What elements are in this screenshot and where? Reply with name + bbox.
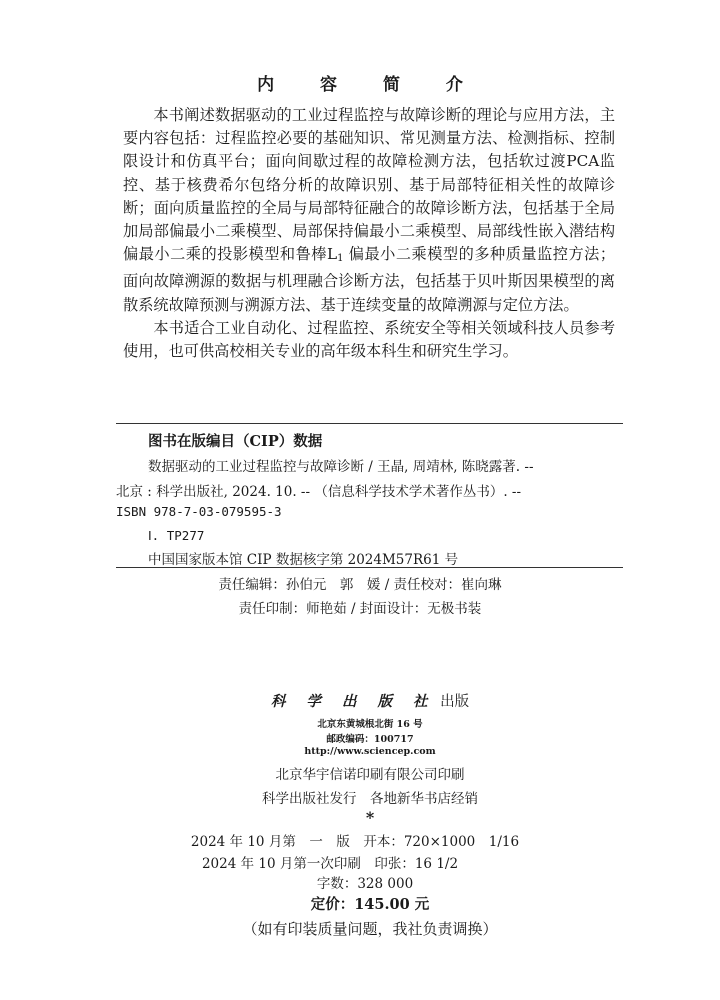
cip-record-number: 中国国家版本馆 CIP 数据核字第 2024M57R61 号 (148, 552, 459, 568)
intro-paragraph-1 (123, 104, 615, 317)
separator-star: * (365, 808, 375, 827)
publisher-url: http://www.sciencep.com (304, 746, 436, 757)
cip-title: 图书在版编目（CIP）数据 (148, 433, 323, 450)
l1-subscript: 1 (337, 253, 344, 265)
editors-line-2: 责任印制：师艳茹 / 封面设计：无极书装 (238, 601, 482, 617)
publisher-name: 科 学 出 版 社 (270, 693, 436, 710)
page-title: 内 容 简 介 (257, 75, 483, 95)
intro-paragraph-1-rest: 偏最小二乘模型的多种质量监控方法；面向故障溯源的数据与机理融合诊断方法，包括基于贝叶斯因果模型的离散系统故障预测与溯源方法、基于连续变量的故障溯源与定位方法。 (123, 245, 616, 314)
l1-letter: L (326, 245, 338, 264)
cip-bottom-rule (116, 567, 623, 568)
wordcount-line: 字数：328 000 (316, 876, 414, 892)
cip-line-1: 数据驱动的工业过程监控与故障诊断 / 王晶, 周靖林, 陈晓露著. -- (148, 459, 534, 475)
publisher-address: 北京东黄城根北街 16 号 (317, 719, 423, 730)
book-introduction (123, 104, 615, 363)
publisher-line (0, 690, 720, 711)
publisher-postcode: 邮政编码：100717 (326, 734, 414, 745)
cip-top-rule (116, 423, 623, 424)
intro-paragraph-2: 本书适合工业自动化、过程监控、系统安全等相关领域科技人员参考使用，也可供高校相关专业的高年级本科生和研究生学习。 (123, 318, 615, 361)
printer-line: 北京华宇信诺印刷有限公司印刷 (275, 767, 465, 783)
intro-paragraph-1-text: 本书阐述数据驱动的工业过程监控与故障诊断的理论与应用方法，主要内容包括：过程监控必要的基础知识、常见测量方法、检测指标、控制限设计和仿真平台；面向间歇过程的故障检测方法，包括软过渡PCA监控、基于核费希尔包络分析的故障识别、基于局部特征相关性的故障诊断；面向质量监控的全局与局部特征融合的故障诊断方法，包括基于全局加局部偏最小二乘模型、局部保持偏最小二乘模型、局部线性嵌入潜结构偏最小二乘的投影模型和鲁棒 (123, 106, 615, 264)
distribution-line: 科学出版社发行 各地新华书店经销 (262, 791, 478, 807)
cip-isbn: ISBN 978-7-03-079595-3 (116, 504, 282, 519)
notice-line: （如有印装质量问题，我社负责调换） (242, 920, 498, 938)
edition-line: 2024 年 10 月第 一 版 开本：720×1000 1/16 (190, 834, 520, 850)
printing-line: 2024 年 10 月第一次印刷 印张：16 1/2 (201, 856, 459, 872)
price-line: 定价：145.00 元 (310, 896, 430, 913)
publisher-suffix: 出版 (440, 694, 470, 710)
cip-line-2: 北京 : 科学出版社, 2024. 10. -- （信息科学技术学术著作丛书）. -- (116, 484, 522, 500)
cip-classification: Ⅰ. TP277 (148, 528, 205, 543)
editors-line-1: 责任编辑：孙伯元 郭 媛 / 责任校对：崔向琳 (218, 577, 502, 593)
